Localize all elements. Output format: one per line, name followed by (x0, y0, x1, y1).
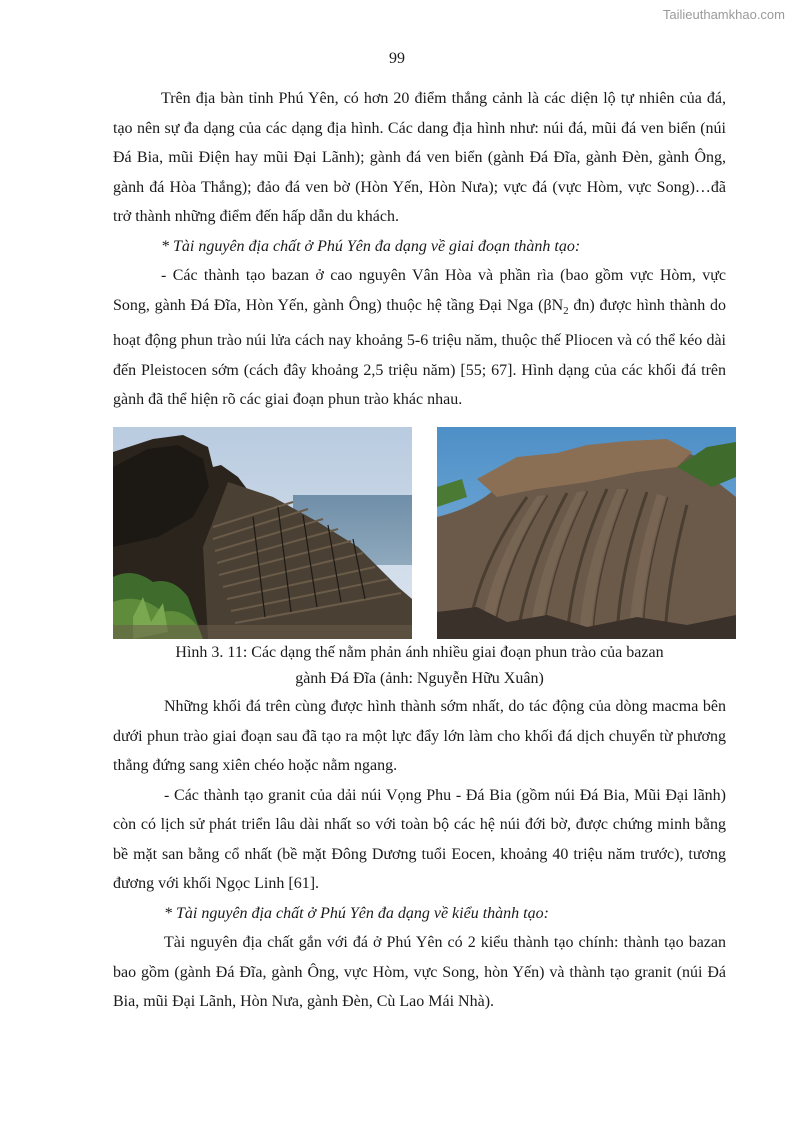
heading-formation-stages: * Tài nguyên địa chất ở Phú Yên đa dạng về giai đoạn thành tạo: (161, 237, 581, 255)
page-number: 99 (389, 50, 405, 67)
lower-text-block (113, 692, 726, 1017)
heading-formation-types: * Tài nguyên địa chất ở Phú Yên đa dạng về kiểu thành tạo: (164, 904, 549, 922)
paragraph-granite-formations: - Các thành tạo granit của dải núi Vọng Phu - Đá Bia (gồm núi Đá Bia, Mũi Đại lãnh) còn có lịch sử phát triển lâu dài nhất so với toàn bộ các hệ núi đới bờ, được chứng minh bằng bề mặt san bằng cổ nhất (bề mặt Đông Dương tuổi Eocen, khoảng 40 triệu năm trước), tương đương với khối Ngọc Linh [61]. (113, 786, 726, 892)
paragraph-basalt-formations (113, 261, 726, 415)
para2-after: đn) được hình thành do hoạt động phun trào núi lửa cách nay khoảng 5-6 triệu năm, thuộc thế Pliocen và có thể kéo dài đến Pleistocen sớm (cách đây khoảng 2,5 triệu năm) [55; 67]. Hình dạng của các khối đá trên gành đã thể hiện rõ các giai đoạn phun trào khác nhau. (113, 296, 726, 409)
para2-before: - Các thành tạo bazan ở cao nguyên Vân Hòa và phần rìa (bao gồm vực Hòm, vực Song, gành Đá Đĩa, Hòn Yến, gành Ông) thuộc hệ tầng Đại Nga (βN (113, 267, 726, 314)
basalt-coast-photo-left (113, 427, 412, 639)
figure-caption-line-1: Hình 3. 11: Các dạng thế nằm phản ánh nhiều giai đoạn phun trào của bazan (175, 644, 664, 661)
figure-caption-line-2: gành Đá Đĩa (ảnh: Nguyễn Hữu Xuân) (295, 670, 544, 687)
upper-text-block (113, 84, 726, 415)
paragraph-two-formation-types: Tài nguyên địa chất gắn với đá ở Phú Yên có 2 kiểu thành tạo chính: thành tạo bazan bao gồm (gành Đá Đĩa, gành Ông, vực Hòm, vực Song, hòn Yến) và thành tạo granit (núi Đá Bia, mũi Đại Lãnh, Hòn Nưa, gành Đèn, Cù Lao Mái Nhà). (113, 934, 726, 1010)
paragraph-scenic-sites: Trên địa bàn tỉnh Phú Yên, có hơn 20 điểm thắng cảnh là các diện lộ tự nhiên của đá, tạo nên sự đa dạng của các dạng địa hình. Các dang địa hình như: núi đá, mũi đá ven biển (núi Đá Bia, mũi Điện hay mũi Đại Lãnh); gành đá ven biển (gành Đá Đĩa, gành Đèn, gành Ông, gành đá Hòa Thắng); đảo đá ven bờ (Hòn Yến, Hòn Nưa); vực đá (vực Hòm, vực Song)…đã trở thành những điểm đến hấp dẫn du khách. (113, 90, 726, 225)
watermark: Tailieuthamkhao.com (662, 7, 785, 22)
figure-caption (113, 640, 726, 692)
basalt-columns-photo-right (437, 427, 736, 639)
paragraph-uplift-explanation: Những khối đá trên cùng được hình thành sớm nhất, do tác động của dòng macma bên dưới phun trào giai đoạn sau đã tạo ra một lực đẩy lớn làm cho khối đá dịch chuyển từ phương thẳng đứng sang xiên chéo hoặc nằm ngang. (113, 698, 726, 774)
figure-photo-left (113, 427, 412, 639)
para2-subscript: 2 (563, 304, 569, 317)
figure-photo-right (437, 427, 736, 639)
